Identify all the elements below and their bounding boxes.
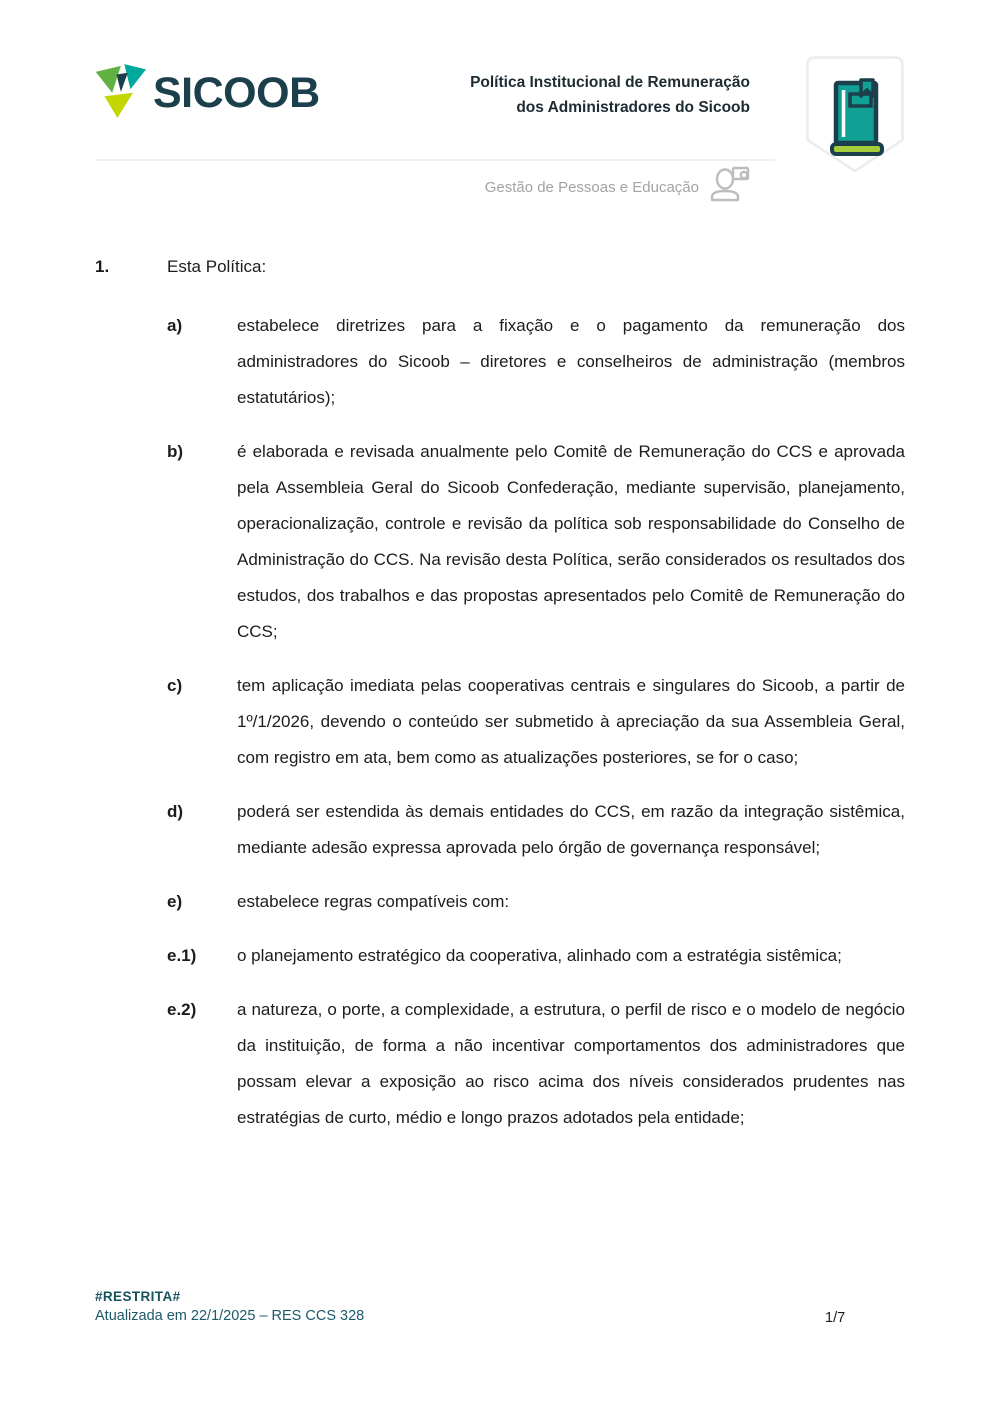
title-line-1: Política Institucional de Remuneração bbox=[470, 74, 750, 91]
document-title bbox=[470, 70, 750, 120]
item-label: e) bbox=[167, 892, 183, 911]
item-text: o planejamento estratégico da cooperativa, alinhado com a estratégia sistêmica; bbox=[237, 946, 842, 965]
item-label: e.2) bbox=[167, 1000, 197, 1019]
list-item bbox=[167, 308, 905, 416]
header-divider bbox=[95, 159, 775, 161]
item-label: a) bbox=[167, 316, 183, 335]
section-heading bbox=[95, 256, 905, 278]
item-label: c) bbox=[167, 676, 183, 695]
sicoob-triangles-icon bbox=[94, 64, 146, 123]
list-item bbox=[167, 668, 905, 776]
section-intro: Esta Política: bbox=[167, 257, 267, 276]
footer-left bbox=[95, 1289, 364, 1324]
item-label: d) bbox=[167, 802, 184, 821]
person-certificate-icon bbox=[708, 166, 750, 208]
item-label: b) bbox=[167, 442, 184, 461]
book-icon bbox=[806, 56, 904, 174]
title-line-2: dos Administradores do Sicoob bbox=[516, 99, 750, 116]
list-item bbox=[167, 938, 905, 974]
item-text: tem aplicação imediata pelas cooperativas centrais e singulares do Sicoob, a partir de 1º/1/2026, devendo o conteúdo ser submetido à apreciação da sua Assembleia Geral, com registro em ata, bem como as atualizações posteriores, se for o caso; bbox=[237, 676, 905, 767]
list-item bbox=[167, 434, 905, 650]
section-number: 1. bbox=[95, 257, 110, 276]
list-item bbox=[167, 794, 905, 866]
item-text: poderá ser estendida às demais entidades do CCS, em razão da integração sistêmica, mediante adesão expressa aprovada pelo órgão de governança responsável; bbox=[237, 802, 905, 857]
item-text: a natureza, o porte, a complexidade, a estrutura, o perfil de risco e o modelo de negócio da instituição, de forma a não incentivar comportamentos dos administradores que possam elevar a exposição ao risco acima dos níveis considerados prudentes nas estratégias de curto, médio e longo prazos adotados pela entidade; bbox=[237, 1000, 905, 1127]
item-label: e.1) bbox=[167, 946, 197, 965]
department-label: Gestão de Pessoas e Educação bbox=[484, 178, 699, 196]
item-text: estabelece regras compatíveis com: bbox=[237, 892, 510, 911]
brand-wordmark: SICOOB bbox=[153, 69, 320, 117]
item-text: é elaborada e revisada anualmente pelo Comitê de Remuneração do CCS e aprovada pela Assembleia Geral do Sicoob Confederação, mediante supervisão, planejamento, operacionalização, controle e revisão da política sob responsabilidade do Conselho de Administração do CCS. Na revisão desta Política, serão considerados os resultados dos estudos, dos trabalhos e das propostas apresentados pelo Comitê de Remuneração do CCS; bbox=[237, 442, 905, 641]
classification-label: #RESTRITA# bbox=[95, 1289, 181, 1304]
sicoob-logo bbox=[94, 64, 320, 123]
item-text: estabelece diretrizes para a fixação e o pagamento da remuneração dos administradores do Sicoob – diretores e conselheiros de administração (membros estatutários); bbox=[237, 316, 905, 407]
list-item bbox=[167, 992, 905, 1136]
page-number: 1/7 bbox=[825, 1310, 846, 1326]
updated-label: Atualizada em 22/1/2025 – RES CCS 328 bbox=[95, 1308, 365, 1324]
policy-content bbox=[95, 256, 905, 1136]
department-row bbox=[485, 166, 750, 208]
book-badge bbox=[806, 56, 904, 179]
list-item bbox=[167, 884, 905, 920]
